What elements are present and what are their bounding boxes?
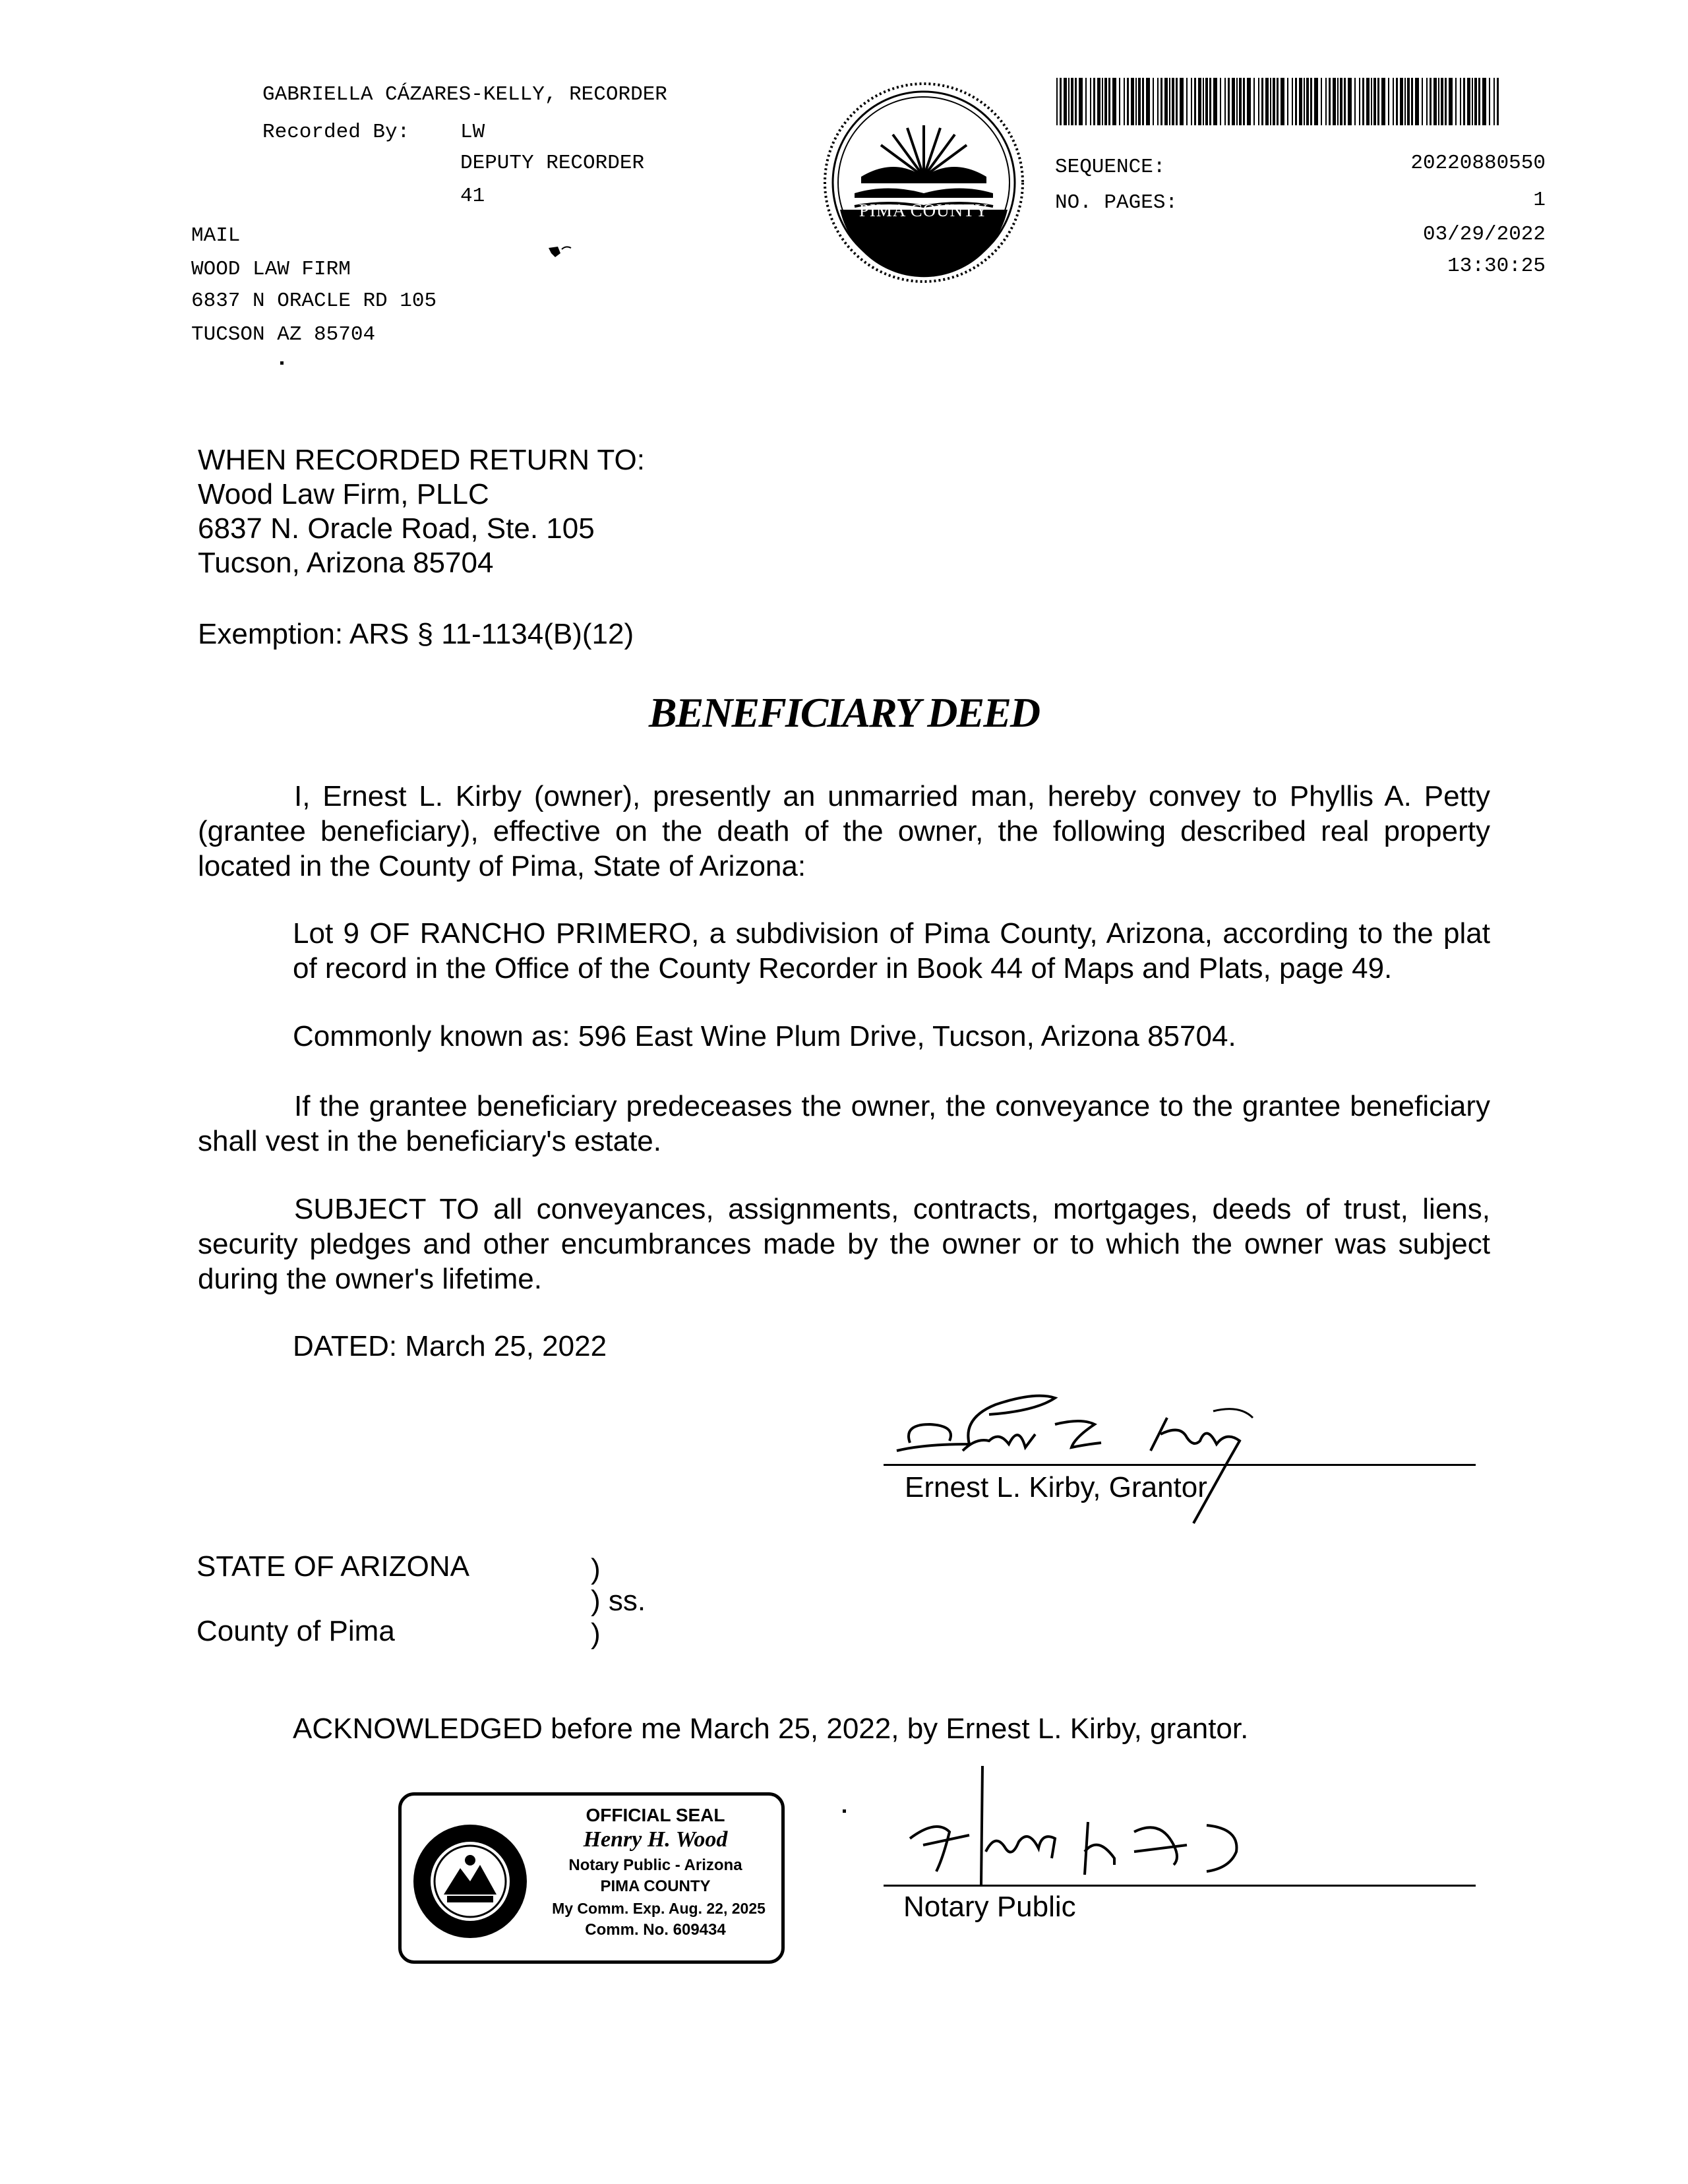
barcode-bar [1068,78,1070,125]
barcode-bar [1236,78,1238,125]
barcode-bar [1393,78,1394,125]
barcode-bar [1292,78,1293,125]
legal-description: Lot 9 OF RANCHO PRIMERO, a subdivision of Pima County, Arizona, according to the plat of record in the Office of the County Recorder in Book 44 of Maps and Plats, page 49. [293,917,1490,985]
barcode-bar [1415,78,1419,125]
venue-paren: ) [591,1553,601,1585]
barcode-bar [1407,78,1410,125]
notary-seal-expiration: My Comm. Exp. Aug. 22, 2025 [552,1900,766,1917]
barcode-bar [1371,78,1372,125]
barcode-bar [1108,78,1110,125]
venue-county: County of Pima [196,1615,395,1647]
barcode-bar [1112,78,1116,125]
barcode-bar [1333,78,1336,125]
scan-dot [280,361,284,365]
notary-signature-line [884,1885,1476,1887]
barcode-bar [1299,78,1302,125]
barcode-bar [1157,78,1159,125]
barcode-bar [1310,78,1312,125]
barcode-bar [1079,78,1083,125]
venue-paren: ) [591,1618,601,1650]
notary-caption: Notary Public [903,1891,1076,1923]
barcode-bar [1064,78,1067,125]
barcode-bar [1253,78,1255,125]
barcode-bar [1441,78,1443,125]
venue-state: STATE OF ARIZONA [196,1550,469,1583]
barcode-bar [1138,78,1141,125]
mail-address-line: 6837 N ORACLE RD 105 [191,289,437,313]
barcode-bar [1489,78,1490,125]
mail-address-line: WOOD LAW FIRM [191,258,351,281]
barcode-bar [1460,78,1461,125]
barcode-bar [1247,78,1251,125]
barcode-bar [1482,78,1486,125]
barcode-bar [1213,78,1217,125]
barcode-bar [1261,78,1263,125]
barcode-bar [1340,78,1342,125]
barcode-bar [1270,78,1271,125]
barcode-bar [1463,78,1465,125]
barcode [1055,78,1503,125]
barcode-bar [1455,78,1457,125]
county-seal-text: PIMA COUNTY [859,200,989,220]
notary-seal-title: Notary Public - Arizona [568,1856,742,1874]
scan-mark-icon [546,243,586,262]
barcode-bar [1388,78,1389,125]
barcode-bar [1362,78,1364,125]
barcode-bar [1232,78,1235,125]
barcode-bar [1348,78,1352,125]
barcode-bar [1281,78,1284,125]
scan-dot [843,1809,846,1813]
barcode-bar [1265,78,1269,125]
subject-to-paragraph: SUBJECT TO all conveyances, assignments, contracts, mortgages, deeds of trust, liens, security pledges and other encumbrances made by the owner or to which the owner was subject during the owner's lifetime. [198,1193,1490,1295]
barcode-bar [1131,78,1134,125]
recorder-name: GABRIELLA CÁZARES-KELLY, RECORDER [262,83,667,106]
deputy-number: 41 [460,185,485,208]
barcode-bar [1186,78,1188,125]
barcode-bar [1472,78,1473,125]
barcode-bar [1304,78,1305,125]
predecease-paragraph: If the grantee beneficiary predeceases the owner, the conveyance to the grantee beneficiary shall vest in the beneficiary's estate. [198,1090,1490,1157]
pages-value: 1 [1533,189,1546,212]
barcode-bar [1377,78,1379,125]
document-title: BENEFICIARY DEED [648,689,1040,736]
barcode-bar [1258,78,1259,125]
return-to-heading: WHEN RECORDED RETURN TO: [198,444,645,476]
barcode-bar [1287,78,1288,125]
barcode-bar [1478,78,1480,125]
sequence-value: 20220880550 [1410,152,1546,175]
barcode-bar [1056,78,1058,125]
venue-ss: ) ss. [591,1585,646,1617]
county-seal [815,78,1033,288]
barcode-bar [1194,78,1196,125]
barcode-bar [1169,78,1170,125]
notary-seal-heading: OFFICIAL SEAL [586,1805,725,1825]
notary-seal-county: PIMA COUNTY [600,1877,711,1895]
barcode-bar [1329,78,1331,125]
barcode-bar [1354,78,1356,125]
barcode-bar [1445,78,1447,125]
arizona-state-seal-icon [411,1822,529,1941]
barcode-bar [1124,78,1125,125]
recording-time: 13:30:25 [1447,255,1546,278]
recording-date: 03/29/2022 [1422,223,1546,246]
county-seal-emblem-icon [815,78,1033,288]
barcode-bar [1433,78,1437,125]
barcode-bar [1176,78,1178,125]
barcode-bar [1359,78,1360,125]
barcode-bar [1205,78,1208,125]
barcode-bar [1400,78,1403,125]
barcode-bar [1180,78,1184,125]
mail-address-line: TUCSON AZ 85704 [191,323,376,346]
barcode-bar [1071,78,1073,125]
pages-label: NO. PAGES: [1055,191,1178,214]
barcode-bar [1422,78,1423,125]
barcode-bar [1093,78,1095,125]
barcode-bar [1153,78,1154,125]
deputy-recorder: DEPUTY RECORDER [460,152,645,175]
barcode-bar [1220,78,1221,125]
grantor-caption: Ernest L. Kirby, Grantor [905,1471,1207,1503]
conveyance-paragraph: I, Ernest L. Kirby (owner), presently an unmarried man, hereby convey to Phyllis A. Petty (grantee beneficiary), effective on the death of the owner, the following described real property located in the County of Pima, State of Arizona: [198,780,1490,882]
barcode-bar [1381,78,1385,125]
barcode-bar [1224,78,1226,125]
barcode-bar [1438,78,1439,125]
barcode-bar [1135,78,1137,125]
barcode-bar [1325,78,1327,125]
return-to-line: 6837 N. Oracle Road, Ste. 105 [198,512,595,545]
barcode-bar [1430,78,1432,125]
sequence-label: SEQUENCE: [1055,156,1166,179]
barcode-bar [1102,78,1103,125]
return-to-line: Tucson, Arizona 85704 [198,547,494,579]
barcode-bar [1449,78,1453,125]
barcode-bar [1404,78,1406,125]
barcode-bar [1198,78,1201,125]
barcode-bar [1277,78,1279,125]
barcode-bar [1097,78,1100,125]
barcode-bar [1474,78,1477,125]
acknowledgment: ACKNOWLEDGED before me March 25, 2022, by Ernest L. Kirby, grantor. [293,1713,1249,1745]
barcode-bar [1127,78,1129,125]
barcode-bar [1344,78,1346,125]
barcode-bar [1467,78,1470,125]
recorded-by-label: Recorded By: [262,121,410,144]
barcode-bar [1146,78,1150,125]
notary-seal-name: Henry H. Wood [583,1827,728,1852]
barcode-bar [1172,78,1174,125]
barcode-bar [1209,78,1211,125]
return-to-line: Wood Law Firm, PLLC [198,478,489,510]
commonly-known-as: Commonly known as: 596 East Wine Plum Drive, Tucson, Arizona 85704. [293,1020,1236,1052]
barcode-bar [1337,78,1339,125]
dated-line: DATED: March 25, 2022 [293,1330,607,1362]
barcode-bar [1426,78,1428,125]
barcode-bar [1191,78,1192,125]
barcode-bar [1306,78,1309,125]
barcode-bar [1160,78,1162,125]
barcode-bar [1314,78,1318,125]
notary-signature [897,1759,1266,1911]
barcode-bar [1295,78,1297,125]
barcode-bar [1142,78,1144,125]
barcode-bar [1493,78,1495,125]
barcode-bar [1243,78,1245,125]
notary-seal [398,1792,785,1964]
barcode-bar [1085,78,1087,125]
barcode-bar [1366,78,1370,125]
exemption: Exemption: ARS § 11-1134(B)(12) [198,618,634,650]
barcode-bar [1228,78,1230,125]
recorded-by-value: LW [460,121,485,144]
barcode-bar [1164,78,1168,125]
barcode-bar [1104,78,1107,125]
barcode-bar [1090,78,1091,125]
barcode-bar [1119,78,1120,125]
barcode-bar [1060,78,1062,125]
barcode-bar [1497,78,1499,125]
barcode-bar [1075,78,1077,125]
notary-seal-commission: Comm. No. 609434 [585,1921,726,1939]
barcode-bar [1239,78,1242,125]
barcode-bar [1321,78,1322,125]
barcode-bar [1396,78,1398,125]
grantor-signature-line [884,1464,1476,1466]
mail-label: MAIL [191,224,241,247]
grantor-signature [884,1378,1306,1530]
barcode-bar [1203,78,1204,125]
barcode-bar [1273,78,1275,125]
barcode-bar [1411,78,1413,125]
barcode-bar [1373,78,1376,125]
